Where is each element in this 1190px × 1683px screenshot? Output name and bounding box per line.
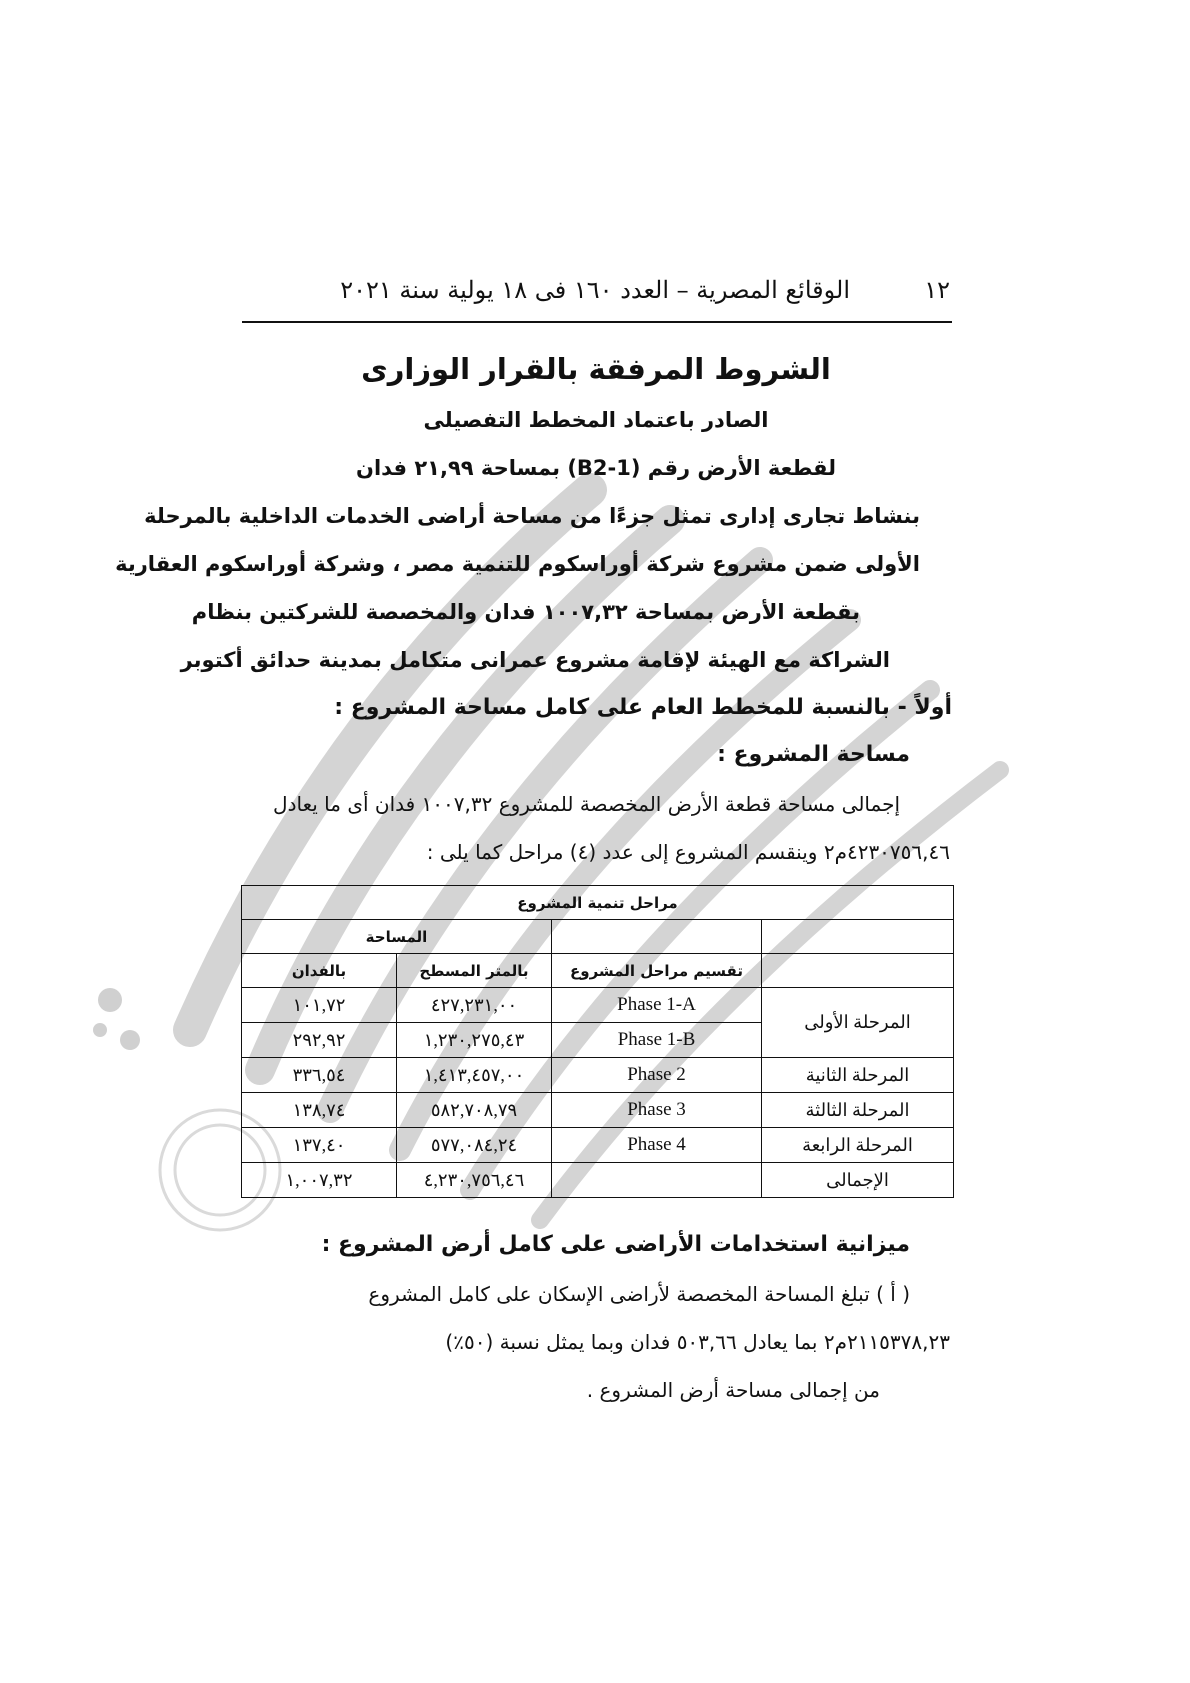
table-header-feddan: بالفدان [242, 954, 397, 988]
feddan-cell: ٣٣٦,٥٤ [242, 1058, 397, 1093]
page-number: ١٢ [924, 276, 950, 304]
body-line: إجمالى مساحة قطعة الأرض المخصصة للمشروع ١٠٠٧,٣٢ فدان أى ما يعادل [273, 792, 900, 816]
intro-line: الشراكة مع الهيئة لإقامة مشروع عمرانى متكامل بمدينة حدائق أكتوبر [180, 648, 890, 672]
sqm-cell: ١,٤١٣,٤٥٧,٠٠ [397, 1058, 552, 1093]
intro-line: بنشاط تجارى إدارى تمثل جزءًا من مساحة أراضى الخدمات الداخلية بالمرحلة [144, 504, 920, 528]
table-row [242, 1128, 954, 1163]
header-rule [242, 321, 952, 323]
phase-cell: Phase 1-B [552, 1023, 762, 1058]
subsection-heading: ميزانية استخدامات الأراضى على كامل أرض المشروع : [321, 1232, 910, 1257]
total-feddan-cell: ١,٠٠٧,٣٢ [242, 1163, 397, 1198]
sqm-cell: ٥٧٧,٠٨٤,٢٤ [397, 1128, 552, 1163]
phase-cell: Phase 2 [552, 1058, 762, 1093]
table-header-area: المساحة [242, 920, 552, 954]
subsection-heading: مساحة المشروع : [717, 742, 910, 767]
sqm-cell: ٥٨٢,٧٠٨,٧٩ [397, 1093, 552, 1128]
intro-line: بقطعة الأرض بمساحة ١٠٠٧,٣٢ فدان والمخصصة للشركتين بنظام [191, 600, 860, 624]
page-header [242, 276, 950, 316]
table-row [242, 988, 954, 1023]
phases-table [242, 885, 954, 1198]
sqm-cell: ١,٢٣٠,٢٧٥,٤٣ [397, 1023, 552, 1058]
table-row [242, 1058, 954, 1093]
body-line: ٤٢٣٠٧٥٦,٤٦م٢ وينقسم المشروع إلى عدد (٤) مراحل كما يلى : [426, 840, 950, 864]
stage-cell: المرحلة الثالثة [762, 1093, 954, 1128]
total-label-cell: الإجمالى [762, 1163, 954, 1198]
stage-cell: المرحلة الثانية [762, 1058, 954, 1093]
stage-cell: المرحلة الأولى [762, 988, 954, 1058]
table-header-division: تقسيم مراحل المشروع [552, 954, 762, 988]
body-line: ( أ ) تبلغ المساحة المخصصة لأراضى الإسكان على كامل المشروع [368, 1282, 910, 1306]
feddan-cell: ١٣٨,٧٤ [242, 1093, 397, 1128]
plot-line: لقطعة الأرض رقم (1-B2) بمساحة ٢١,٩٩ فدان [356, 456, 836, 480]
table-caption: مراحل تنمية المشروع [242, 886, 954, 920]
section-heading: أولاً - بالنسبة للمخطط العام على كامل مساحة المشروع : [334, 695, 952, 720]
stage-cell: المرحلة الرابعة [762, 1128, 954, 1163]
body-line: من إجمالى مساحة أرض المشروع . [586, 1378, 880, 1402]
document-title: الشروط المرفقة بالقرار الوزارى [361, 352, 831, 386]
total-sqm-cell: ٤,٢٣٠,٧٥٦,٤٦ [397, 1163, 552, 1198]
table-header-empty [762, 954, 954, 988]
running-head: الوقائع المصرية – العدد ١٦٠ فى ١٨ يولية سنة ٢٠٢١ [340, 276, 850, 304]
sqm-cell: ٤٢٧,٢٣١,٠٠ [397, 988, 552, 1023]
document-subtitle: الصادر باعتماد المخطط التفصيلى [423, 408, 769, 432]
table-header-empty [762, 920, 954, 954]
table-total-row [242, 1163, 954, 1198]
body-line: ٢١١٥٣٧٨,٢٣م٢ بما يعادل ٥٠٣,٦٦ فدان وبما يمثل نسبة (٥٠٪) [445, 1330, 950, 1354]
intro-line: الأولى ضمن مشروع شركة أوراسكوم للتنمية مصر ، وشركة أوراسكوم العقارية [115, 552, 920, 576]
table-header-empty [552, 920, 762, 954]
feddan-cell: ١٣٧,٤٠ [242, 1128, 397, 1163]
feddan-cell: ١٠١,٧٢ [242, 988, 397, 1023]
phase-cell: Phase 1-A [552, 988, 762, 1023]
table-row [242, 1093, 954, 1128]
total-empty-cell [552, 1163, 762, 1198]
feddan-cell: ٢٩٢,٩٢ [242, 1023, 397, 1058]
phase-cell: Phase 3 [552, 1093, 762, 1128]
table-header-sqm: بالمتر المسطح [397, 954, 552, 988]
phase-cell: Phase 4 [552, 1128, 762, 1163]
